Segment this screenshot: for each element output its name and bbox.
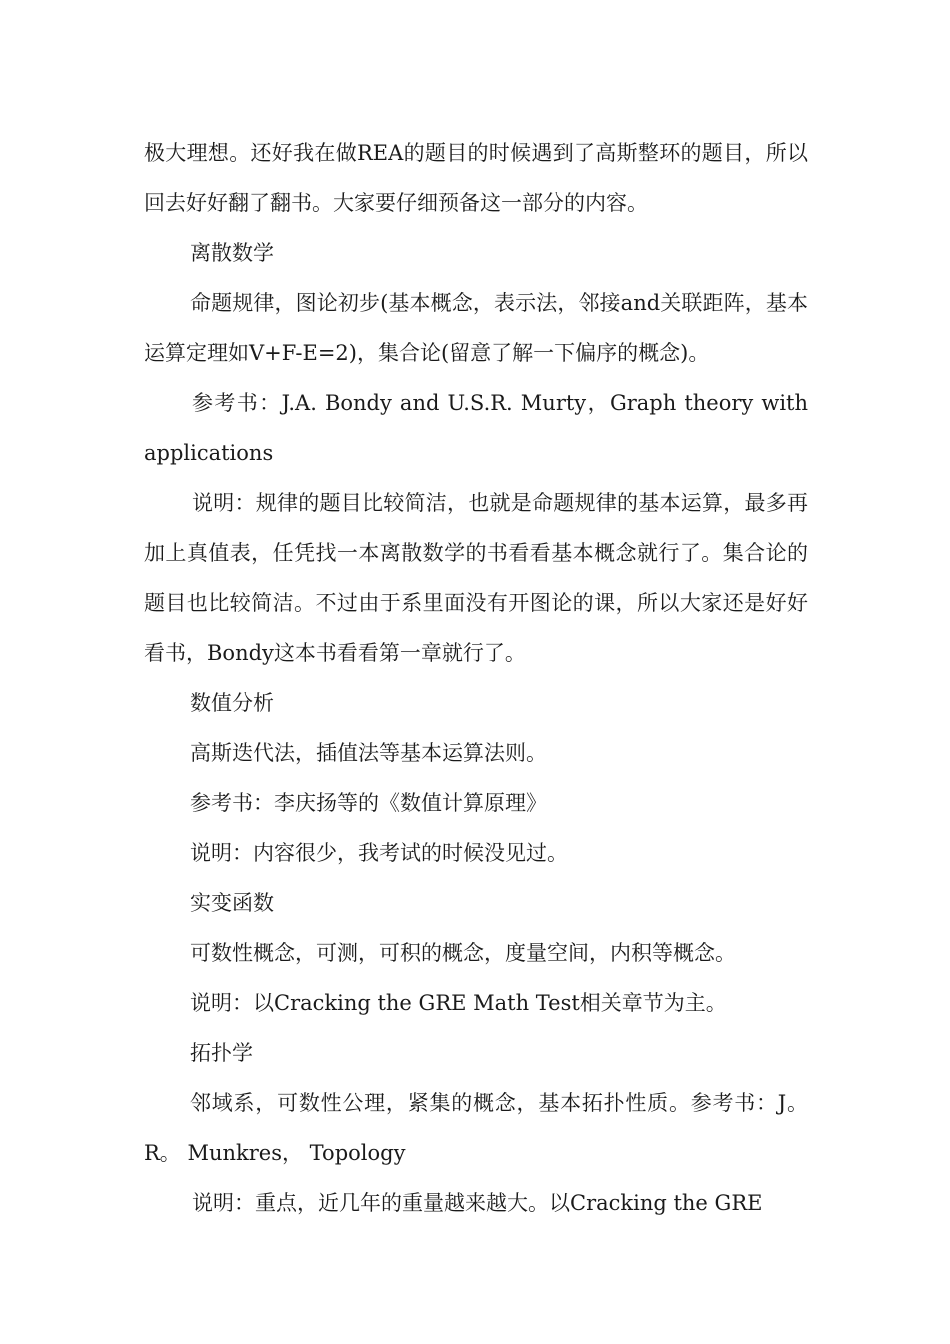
paragraph-numerical-topics: 高斯迭代法，插值法等基本运算法则。 <box>190 741 547 765</box>
paragraph-numerical-reference: 参考书：李庆扬等的《数值计算原理》 <box>190 791 547 815</box>
section-heading-numerical-analysis: 数值分析 <box>190 691 274 715</box>
paragraph-discrete-notes: 说明：规律的题目比较简洁，也就是命题规律的基本运算，最多再加上真值表，任凭找一本离散数学的书看看基本概念就行了。集合论的题目也比较简洁。不过由于系里面没有开图论的课，所以大家还是好好看书，Bondy这本书看看第一章就行了。 <box>144 491 808 665</box>
paragraph-real-analysis-topics: 可数性概念，可测，可积的概念，度量空间，内积等概念。 <box>190 941 736 965</box>
section-heading-discrete-math: 离散数学 <box>190 241 274 265</box>
section-heading-real-analysis: 实变函数 <box>190 891 274 915</box>
paragraph-discrete-topics: 命题规律，图论初步(基本概念，表示法，邻接and关联距阵，基本运算定理如V+F-E=2)，集合论(留意了解一下偏序的概念)。 <box>144 291 808 365</box>
paragraph-real-analysis-notes: 说明：以Cracking the GRE Math Test相关章节为主。 <box>190 991 727 1015</box>
paragraph-topology-notes: 说明：重点，近几年的重量越来越大。以Cracking the GRE <box>192 1191 763 1215</box>
paragraph-numerical-notes: 说明：内容很少，我考试的时候没见过。 <box>190 841 568 865</box>
section-heading-topology: 拓扑学 <box>190 1041 253 1065</box>
paragraph-ring-theory-end: 极大理想。还好我在做REA的题目的时候遇到了高斯整环的题目，所以回去好好翻了翻书。大家要仔细预备这一部分的内容。 <box>144 141 808 215</box>
paragraph-topology-topics: 邻域系，可数性公理，紧集的概念，基本拓扑性质。参考书：J。 R。 Munkres， Topology <box>144 1091 808 1165</box>
document-body <box>144 128 808 1228</box>
paragraph-discrete-reference: 参考书：J.A. Bondy and U.S.R. Murty，Graph theory with applications <box>144 391 808 465</box>
